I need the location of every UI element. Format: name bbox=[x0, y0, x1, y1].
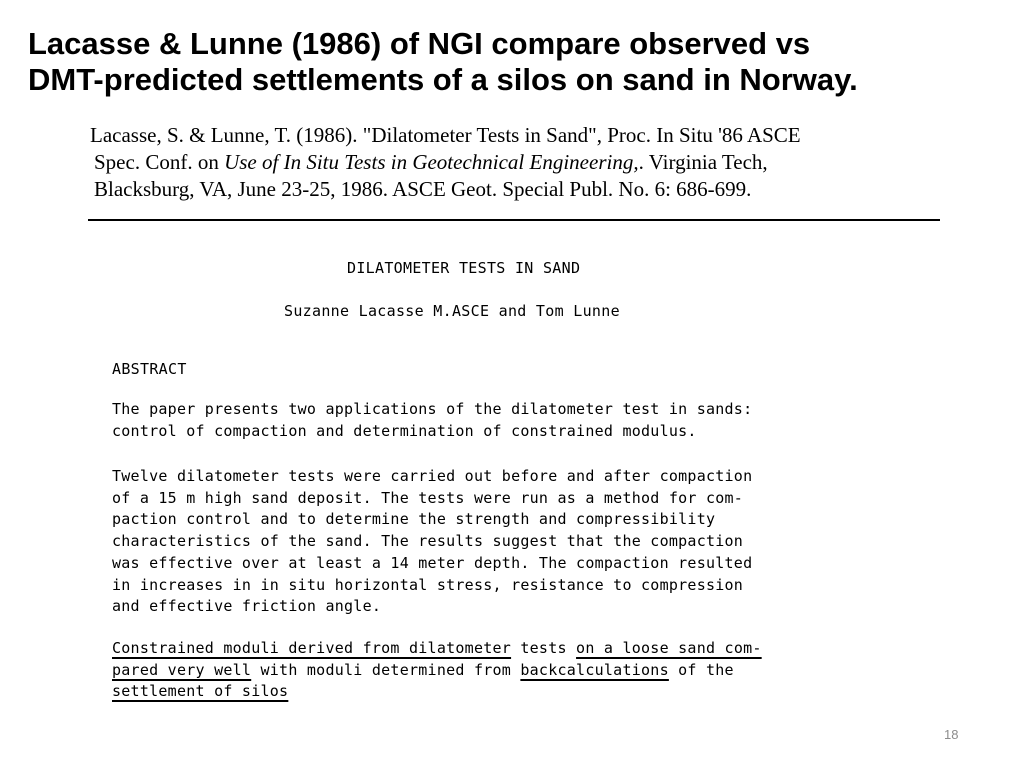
plain-text: of the bbox=[668, 660, 734, 679]
abstract-line bbox=[112, 660, 762, 682]
abstract-line: The paper presents two applications of the dilatometer test in sands: bbox=[112, 400, 753, 418]
underlined-text: backcalculations bbox=[520, 660, 669, 679]
page-number: 18 bbox=[944, 727, 959, 742]
paper-title: DILATOMETER TESTS IN SAND bbox=[347, 259, 581, 277]
plain-text: with moduli determined from bbox=[251, 660, 521, 679]
underlined-text: Constrained moduli derived from dilatometer bbox=[112, 639, 512, 657]
abstract-line: and effective friction angle. bbox=[112, 597, 382, 616]
abstract-line: characteristics of the sand. The results suggest that the compaction bbox=[112, 532, 744, 551]
slide-title bbox=[28, 26, 1008, 98]
slide-title-line-2: DMT-predicted settlements of a silos on sand in Norway. bbox=[28, 62, 858, 97]
abstract-line bbox=[112, 681, 762, 703]
citation-reference bbox=[90, 122, 950, 203]
abstract-line: was effective over at least a 14 meter depth. The compaction resulted bbox=[112, 553, 753, 572]
citation-conference-title: Use of In Situ Tests in Geotechnical Engineering, bbox=[224, 150, 639, 174]
abstract-line: Twelve dilatometer tests were carried out before and after compaction bbox=[112, 467, 753, 485]
abstract-line: control of compaction and determination of constrained modulus. bbox=[112, 421, 697, 440]
citation-line-2-post: . Virginia Tech, bbox=[638, 150, 768, 174]
abstract-paragraph-3 bbox=[112, 638, 762, 703]
paper-authors: Suzanne Lacasse M.ASCE and Tom Lunne bbox=[284, 302, 620, 320]
citation-line-1: Lacasse, S. & Lunne, T. (1986). "Dilatometer Tests in Sand", Proc. In Situ '86 ASCE bbox=[90, 123, 801, 147]
abstract-heading: ABSTRACT bbox=[112, 360, 187, 378]
abstract-paragraph-2 bbox=[112, 466, 752, 618]
plain-text: tests bbox=[511, 639, 577, 657]
citation-line-2-pre: Spec. Conf. on bbox=[94, 150, 225, 174]
abstract-line: paction control and to determine the strength and compressibility bbox=[112, 510, 716, 529]
underlined-text: pared very well bbox=[112, 660, 252, 679]
abstract-paragraph-1 bbox=[112, 399, 752, 442]
divider-rule bbox=[88, 219, 940, 221]
underlined-text: settlement of silos bbox=[112, 682, 289, 701]
citation-line-3: Blacksburg, VA, June 23-25, 1986. ASCE Geot. Special Publ. No. 6: 686-699. bbox=[94, 177, 752, 201]
abstract-line: in increases in in situ horizontal stress, resistance to compression bbox=[112, 575, 744, 594]
abstract-line: of a 15 m high sand deposit. The tests were run as a method for com- bbox=[112, 488, 744, 507]
citation-line-2 bbox=[90, 149, 950, 176]
slide-title-line-1: Lacasse & Lunne (1986) of NGI compare observed vs bbox=[28, 26, 811, 61]
underlined-text: on a loose sand com- bbox=[576, 639, 762, 657]
abstract-line bbox=[112, 638, 762, 660]
